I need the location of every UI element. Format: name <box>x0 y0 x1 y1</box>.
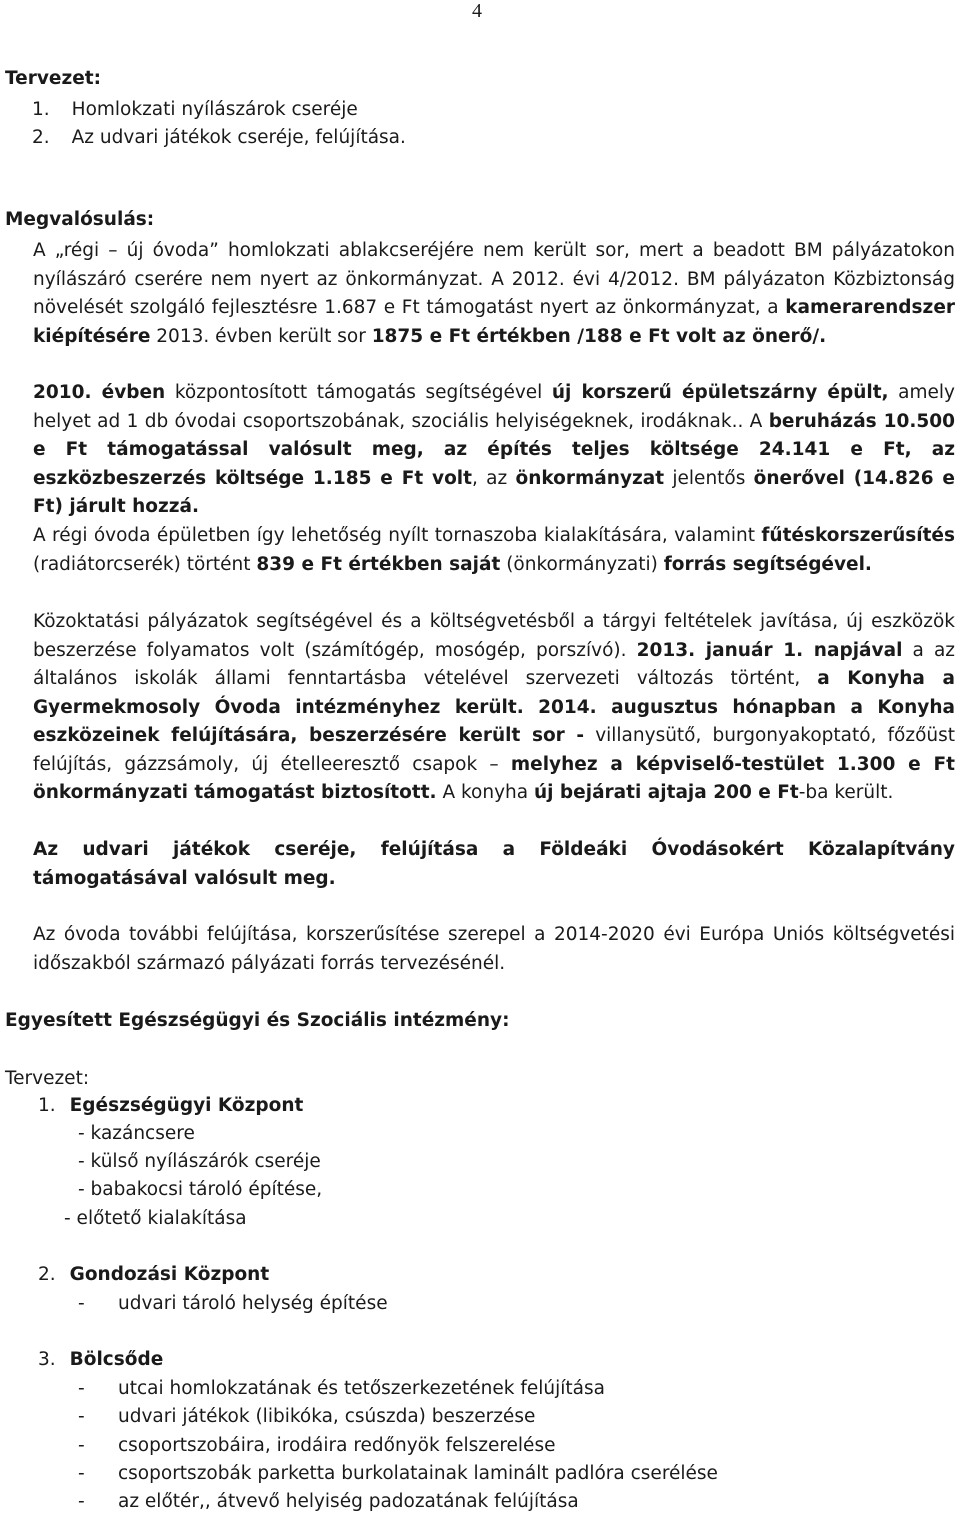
list-item <box>32 124 406 152</box>
paragraph-kozoktatasi-palyazatok <box>33 608 955 808</box>
text-run: , az <box>471 467 516 489</box>
bold-text-run: fűtéskorszerűsítés <box>761 525 955 546</box>
text-run: a az általános iskolák állami fenntartásba vételével szervezeti változás történt, <box>33 639 955 689</box>
list-item: - csoportszobáira, irodáira redőnyök felszerelése <box>78 1435 556 1456</box>
group-heading-egeszsegugyi-kozpont <box>38 1092 303 1120</box>
list-item-text: Homlokzati nyílászárok cseréje <box>71 99 358 120</box>
group-number: 3. <box>38 1349 56 1370</box>
paragraph-uj-epuletszarny <box>33 379 955 522</box>
list-item: - az előtér,, átvevő helyiség padozatának felújítása <box>78 1491 579 1512</box>
paragraph-udvari-jatekok: Az udvari játékok cseréje, felújítása a Földeáki Óvodásokért Közalapítvány támogatásával valósult meg. <box>33 839 955 889</box>
text-run: (radiátorcserék) történt <box>33 553 257 575</box>
bold-text-run: új korszerű épületszárny épült, <box>551 382 889 403</box>
bold-text-run: 2013. január 1. napjával <box>636 639 903 661</box>
list-number: 2. <box>32 127 50 148</box>
list-item: - kazáncsere <box>78 1123 195 1144</box>
list-item: - utcai homlokzatának és tetőszerkezetének felújítása <box>78 1378 605 1399</box>
text-run: -ba került. <box>798 782 894 803</box>
group-title: Bölcsőde <box>69 1349 164 1370</box>
bold-text-run: önerővel (14.826 e Ft) járult hozzá. <box>33 467 955 517</box>
group-title: Gondozási Központ <box>69 1264 270 1285</box>
text-run: villanysütő, burgonyakoptató, főzőüst felújítás, gázzsámoly, új ételleeresztő csapok – <box>33 725 956 775</box>
list-item <box>32 96 358 124</box>
bold-text-run: új bejárati ajtaja 200 e Ft <box>533 782 799 803</box>
bold-text-run: kamerarendszer kiépítésére <box>33 297 955 347</box>
paragraph-regi-ovoda <box>33 522 955 579</box>
text-run: (önkormányzati) <box>500 553 664 575</box>
section-heading-tervezet: Tervezet: <box>5 68 101 89</box>
text-run: központosított támogatás segítségével <box>165 382 552 403</box>
group-number: 1. <box>38 1095 56 1116</box>
bold-text-run: 2010. évben <box>33 382 166 403</box>
list-item-text: Az udvari játékok cseréje, felújítása. <box>71 127 406 148</box>
bold-text-run: 839 e Ft értékben saját <box>256 553 501 575</box>
section-heading-megvalosulas: Megvalósulás: <box>5 209 155 230</box>
bold-text-run: önkormányzat <box>515 467 665 489</box>
text-run: 2013. évben került sor <box>150 325 372 347</box>
text-run: A „régi – új óvoda” homlokzati ablakcseréjére nem került sor, mert a beadott BM pályázatokon nyílászáró cserére nem nyert az önkormányzat. A 2012. évi 4/2012. BM pályázaton Közbiztonság növelését szolgáló fejlesztésre 1.687 e Ft támogatást nyert az önkormányzat, a <box>33 240 955 318</box>
page-number: 4 <box>472 0 482 22</box>
bold-text-run: beruházás 10.500 e Ft támogatással valósult meg, az építés teljes költsége 24.141 e Ft, az eszközbeszerzés költsége 1.185 e Ft volt <box>33 410 955 489</box>
text-run: A konyha <box>436 782 534 803</box>
group-number: 2. <box>38 1264 56 1285</box>
list-item: - külső nyílászárók cseréje <box>78 1151 321 1172</box>
group-heading-bolcsode <box>38 1346 163 1374</box>
list-item-text: csoportszobáira, irodáira redőnyök felszerelése <box>118 1435 556 1456</box>
list-item: - csoportszobák parketta burkolatainak laminált padlóra cserélése <box>78 1463 718 1484</box>
paragraph-bm-palyazat <box>33 237 955 351</box>
text-run: Közoktatási pályázatok segítségével és a költségvetésből a tárgyi feltételek javítása, új eszközök beszerzése folyamatos volt (számítógép, mosógép, porszívó). <box>33 611 955 661</box>
bold-text-run: a Konyha a Gyermekmosoly Óvoda intézményhez került. 2014. augusztus hónapban a Konyha eszközeinek felújítására, beszerzésére került sor - <box>33 668 955 746</box>
institution-title: Egyesített Egészségügyi és Szociális intézmény: <box>5 1010 510 1031</box>
list-item-text: csoportszobák parketta burkolatainak laminált padlóra cserélése <box>118 1463 718 1484</box>
list-item: - udvari játékok (libikóka, csúszda) beszerzése <box>78 1406 536 1427</box>
list-item: - babakocsi tároló építése, <box>78 1179 323 1200</box>
list-number: 1. <box>32 99 50 120</box>
text-run: amely helyet ad 1 db óvodai csoportszobának, szociális helyiségeknek, irodáknak.. A <box>33 382 955 432</box>
text-run: jelentős <box>664 467 754 489</box>
section-heading-tervezet-2: Tervezet: <box>5 1068 90 1089</box>
paragraph-tovabbi-felujitas: Az óvoda további felújítása, korszerűsítése szerepel a 2014-2020 évi Európa Uniós költségvetési időszakból származó pályázati forrás tervezésénél. <box>33 924 955 974</box>
bold-text-run: 1875 e Ft értékben /188 e Ft volt az önerő/. <box>371 325 827 347</box>
list-item: - előtető kialakítása <box>64 1208 247 1229</box>
list-item-text: udvari játékok (libikóka, csúszda) beszerzése <box>118 1406 536 1427</box>
bold-text-run: melyhez a képviselő-testület 1.300 e Ft önkormányzati támogatást biztosított. <box>33 753 955 803</box>
list-item-text: udvari tároló helység építése <box>118 1293 388 1314</box>
text-run: A régi óvoda épületben így lehetőség nyílt tornaszoba kialakítására, valamint <box>33 525 762 546</box>
list-item: - udvari tároló helység építése <box>78 1293 388 1314</box>
group-heading-gondozasi-kozpont <box>38 1261 269 1289</box>
bold-text-run: forrás segítségével. <box>663 553 872 575</box>
list-item-text: az előtér,, átvevő helyiség padozatának felújítása <box>118 1491 579 1512</box>
group-title: Egészségügyi Központ <box>69 1095 304 1116</box>
list-item-text: utcai homlokzatának és tetőszerkezetének felújítása <box>118 1378 605 1399</box>
